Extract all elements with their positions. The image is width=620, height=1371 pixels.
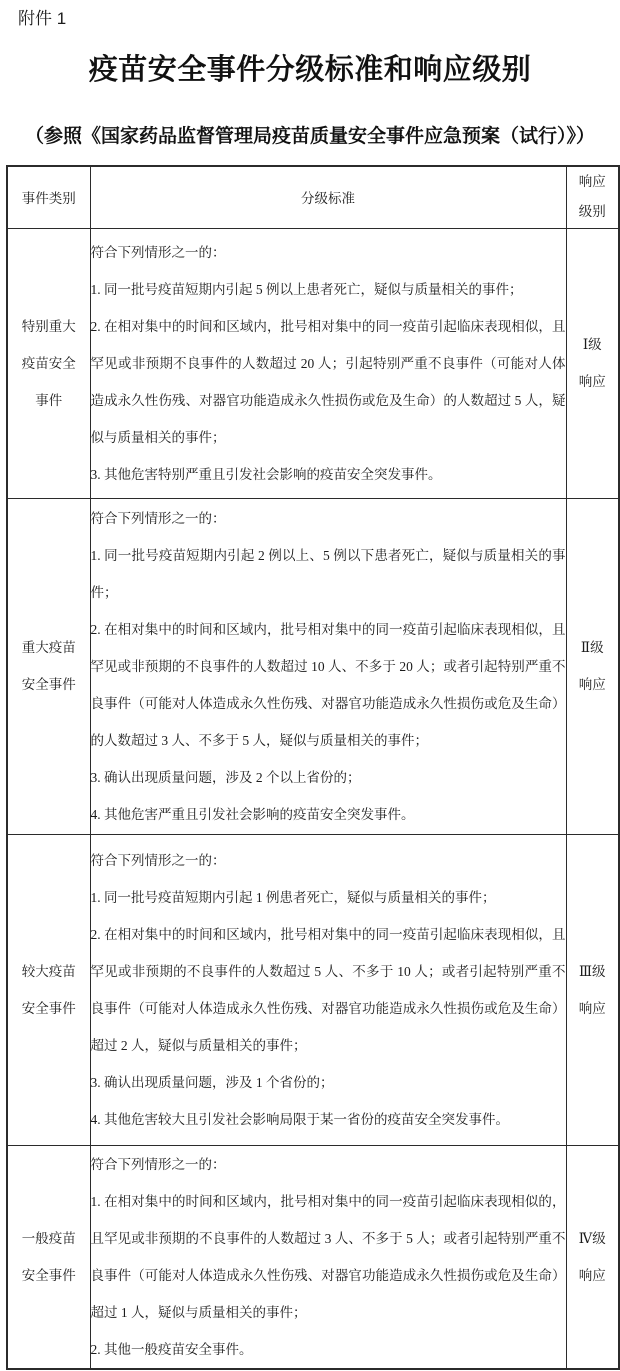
- response-line: 响应: [578, 677, 606, 692]
- category-cell: [7, 1145, 90, 1369]
- response-line: Ⅳ级: [578, 1230, 606, 1246]
- category-line: 较大疫苗: [21, 963, 76, 979]
- header-response-line2: 级别: [578, 204, 606, 220]
- table-row-extremely-major: [7, 228, 619, 498]
- response-line: 响应: [578, 1267, 606, 1283]
- table-row-general: [7, 1145, 619, 1369]
- response-line: Ⅲ级: [578, 963, 606, 979]
- response-cell: [566, 834, 619, 1145]
- header-response-level: [566, 166, 619, 228]
- response-cell: [566, 498, 619, 834]
- page-subtitle: （参照《国家药品监督管理局疫苗质量安全事件应急预案（试行）》）: [24, 126, 595, 147]
- category-line: 安全事件: [21, 1267, 76, 1283]
- criteria-paragraph: 2. 其他一般疫苗安全事件。: [90, 1341, 253, 1357]
- category-line: 疫苗安全: [21, 355, 76, 371]
- category-line: 事件: [35, 392, 63, 408]
- table-header-row: [7, 166, 619, 228]
- criteria-paragraph: 符合下列情形之一的：: [90, 244, 226, 260]
- criteria-paragraph: 4. 其他危害较大且引发社会影响局限于某一省份的疫苗安全突发事件。: [90, 1111, 509, 1127]
- category-cell: [7, 498, 90, 834]
- criteria-cell: [90, 1145, 566, 1369]
- category-line: 安全事件: [21, 677, 76, 692]
- response-line: Ⅱ级: [580, 640, 604, 655]
- criteria-cell: [90, 498, 566, 834]
- criteria-paragraph: 符合下列情形之一的：: [90, 852, 226, 868]
- header-response-line1: 响应: [578, 174, 606, 190]
- response-cell: [566, 228, 619, 498]
- category-line: 安全事件: [21, 1000, 76, 1016]
- table-row-larger: [7, 834, 619, 1145]
- criteria-paragraph: 3. 确认出现质量问题，涉及 1 个省份的；: [90, 1074, 334, 1090]
- category-line: 特别重大: [21, 318, 76, 334]
- criteria-paragraph: 符合下列情形之一的：: [90, 510, 226, 526]
- page-title: 疫苗安全事件分级标准和响应级别: [88, 54, 532, 86]
- criteria-paragraph: 2. 在相对集中的时间和区域内，批号相对集中的同一疫苗引起临床表现相似，且罕见或非预期的不良事件的人数超过 10 人、不多于 20 人；或者引起特别严重不良事件（可能对人体造成永久性伤残、对器官功能造成永久性损伤或危及生命）的人数超过 3 人、不多于 5 人，疑似与质量相关的事件；: [90, 621, 566, 748]
- criteria-paragraph: 4. 其他危害严重且引发社会影响的疫苗安全突发事件。: [90, 806, 415, 822]
- criteria-paragraph: 3. 确认出现质量问题，涉及 2 个以上省份的；: [90, 769, 361, 785]
- response-cell: [566, 1145, 619, 1369]
- criteria-paragraph: 3. 其他危害特别严重且引发社会影响的疫苗安全突发事件。: [90, 466, 442, 482]
- response-line: Ⅰ级: [582, 337, 602, 352]
- category-line: 一般疫苗: [21, 1230, 76, 1246]
- header-event-category: 事件类别: [7, 166, 90, 228]
- criteria-paragraph: 2. 在相对集中的时间和区域内，批号相对集中的同一疫苗引起临床表现相似，且罕见或非预期不良事件的人数超过 20 人；引起特别严重不良事件（可能对人体造成永久性伤残、对器官功能造成永久性损伤或危及生命）的人数超过 5 人，疑似与质量相关的事件；: [90, 318, 566, 445]
- header-criteria: 分级标准: [90, 166, 566, 228]
- criteria-paragraph: 1. 在相对集中的时间和区域内，批号相对集中的同一疫苗引起临床表现相似的，且罕见或非预期的不良事件的人数超过 3 人、不多于 5 人；或者引起特别严重不良事件（可能对人体造成永久性伤残、对器官功能造成永久性损伤或危及生命）超过 1 人，疑似与质量相关的事件；: [90, 1193, 566, 1320]
- category-line: 重大疫苗: [21, 640, 76, 655]
- criteria-paragraph: 符合下列情形之一的：: [90, 1156, 226, 1172]
- criteria-paragraph: 2. 在相对集中的时间和区域内，批号相对集中的同一疫苗引起临床表现相似，且罕见或非预期的不良事件的人数超过 5 人、不多于 10 人；或者引起特别严重不良事件（可能对人体造成永久性伤残、对器官功能造成永久性损伤或危及生命）超过 2 人，疑似与质量相关的事件；: [90, 926, 566, 1053]
- table-row-major: [7, 498, 619, 834]
- criteria-paragraph: 1. 同一批号疫苗短期内引起 5 例以上患者死亡，疑似与质量相关的事件；: [90, 281, 523, 297]
- attachment-label: 附件 1: [18, 9, 67, 28]
- criteria-paragraph: 1. 同一批号疫苗短期内引起 1 例患者死亡，疑似与质量相关的事件；: [90, 889, 496, 905]
- criteria-cell: [90, 834, 566, 1145]
- category-cell: [7, 834, 90, 1145]
- category-cell: [7, 228, 90, 498]
- classification-table: [6, 165, 620, 1370]
- response-line: 响应: [578, 374, 606, 389]
- response-line: 响应: [578, 1000, 606, 1016]
- criteria-cell: [90, 228, 566, 498]
- criteria-paragraph: 1. 同一批号疫苗短期内引起 2 例以上、5 例以下患者死亡，疑似与质量相关的事件；: [90, 547, 566, 600]
